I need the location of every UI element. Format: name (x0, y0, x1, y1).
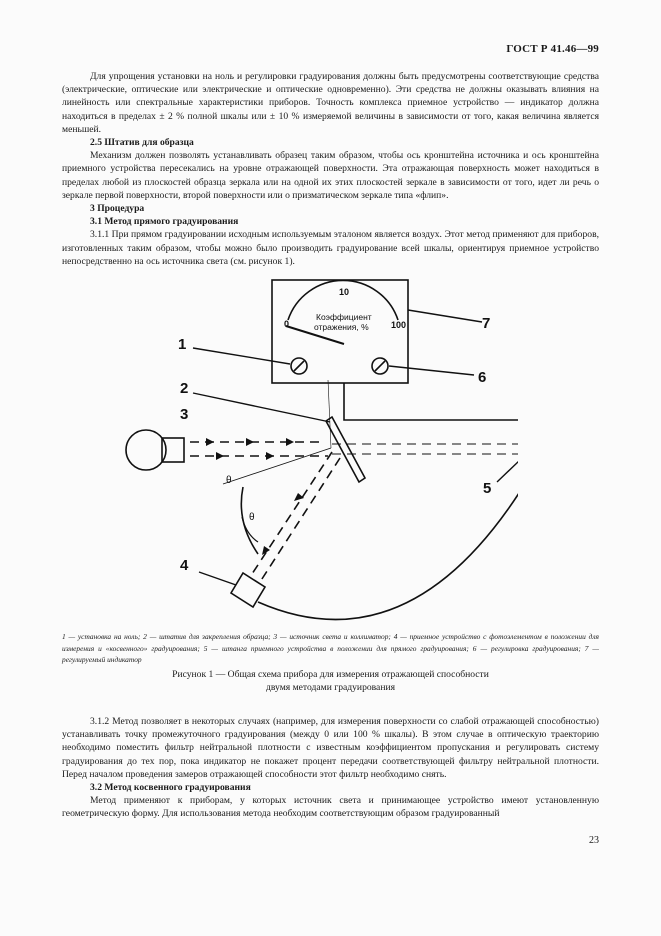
callout-6: 6 (478, 369, 487, 386)
heading-3-1: 3.1 Метод прямого градуирования (90, 216, 239, 228)
paragraph-indirect-method: Метод применяют к приборам, у которых источник света и принимающее устройство имеют установленную геометрическую форму. Для использования метода необходим соответствующим образом градуированный (62, 795, 599, 820)
callout-2: 2 (180, 380, 189, 397)
detector-indirect-position (231, 573, 265, 607)
callout-4: 4 (180, 557, 189, 574)
callout-5: 5 (483, 480, 492, 497)
meter-scale-max: 100 (391, 320, 407, 330)
meter-scale-mid: 10 (339, 287, 350, 297)
sample-holder (326, 417, 365, 482)
heading-3: 3 Процедура (90, 203, 145, 215)
callout-7: 7 (482, 315, 491, 332)
angle-label-incidence: θ (226, 475, 232, 486)
reflected-beam-right (260, 458, 340, 582)
paragraph-3-1-2: 3.1.2 Метод позволяет в некоторых случаях (например, для измерения поверхности со слабой отражающей способностью) устанавливать точку промежуточного градуирования (между 0 или 100 % шкалы). В этом случае в оптическую траекторию необходимо поместить фильтр нейтральной плотности с известным коэффициентом пропускания и регулировать систему градуирования до тех пор, пока индикатор не покажет процент передачи соответствующей фильтру нейтральной плотности. Перед началом проведения замеров отражающей способности этот фильтр необходимо снять. (62, 716, 599, 780)
heading-2-5: 2.5 Штатив для образца (90, 137, 194, 149)
detector-swing-arc (258, 462, 518, 620)
angle-label-reflection: θ (249, 512, 255, 523)
document-header: ГОСТ Р 41.46—99 (506, 43, 599, 55)
paragraph-sample-stand: Механизм должен позволять устанавливать образец таким образом, чтобы ось кронштейна источника и ось кронштейна приемного устройства пересекались на уровне отражающей поверхности. Эта отражающая поверхность может находиться в пределах любой из плоскостей образца зеркала или на одной их этих плоскостей зеркале в зависимости от того, идет ли речь о зеркале первой поверхности, второй поверхности или о призматическом зеркале типа «флип». (62, 150, 599, 201)
figure-legend: 1 — установка на ноль; 2 — штатив для закрепления образца; 3 — источник света и коллиматор; 4 — приемное устройство с фотоэлементом в положении для измерения и «косвенного» градуирования; 5 — штанга приемного устройства в положении для прямого градуирования; 6 — регулировка градуирования; 7 — регулируемый индикатор (62, 632, 599, 665)
callout-3: 3 (180, 406, 189, 423)
meter-label-line1: Коэффициент (316, 312, 372, 322)
callout-1: 1 (178, 336, 187, 353)
figure-title (62, 668, 599, 694)
figure-title-line2: двумя методами градуирования (265, 682, 396, 693)
text-block-bottom (62, 715, 599, 821)
light-source-lamp (126, 430, 166, 470)
page-number: 23 (589, 835, 599, 846)
text-block-top (62, 70, 599, 268)
meter-scale-min: 0 (284, 319, 290, 329)
figure-1-diagram (118, 272, 518, 624)
paragraph-3-1-1: 3.1.1 При прямом градуировании исходным используемым эталоном является воздух. Этот метод применяют для приборов, изготовленных таким образом, чтобы можно было производить градуирование всей шкалы, ориентируя приемное устройство непосредственно на ось источника света (см. рисунок 1). (62, 229, 599, 267)
paragraph-calibration-means: Для упрощения установки на ноль и регулировки градуирования должны быть предусмотрены соответствующие средства (электрические, оптические или электрические и оптические одновременно). Эти средства не должны оказывать влияния на линейность или спектральные характеристики приборов. Точность комплекса приемное устройство — индикатор должна находиться в пределах ± 2 % полной шкалы или ± 10 % измеряемой величины в зависимости от того, какая величина является меньшей. (62, 71, 599, 135)
meter-label-line2: отражения, % (314, 322, 369, 332)
figure-title-line1: Рисунок 1 — Общая схема прибора для измерения отражающей способности (172, 669, 489, 680)
heading-3-2: 3.2 Метод косвенного градуирования (90, 782, 251, 794)
meter-cable (344, 383, 518, 434)
